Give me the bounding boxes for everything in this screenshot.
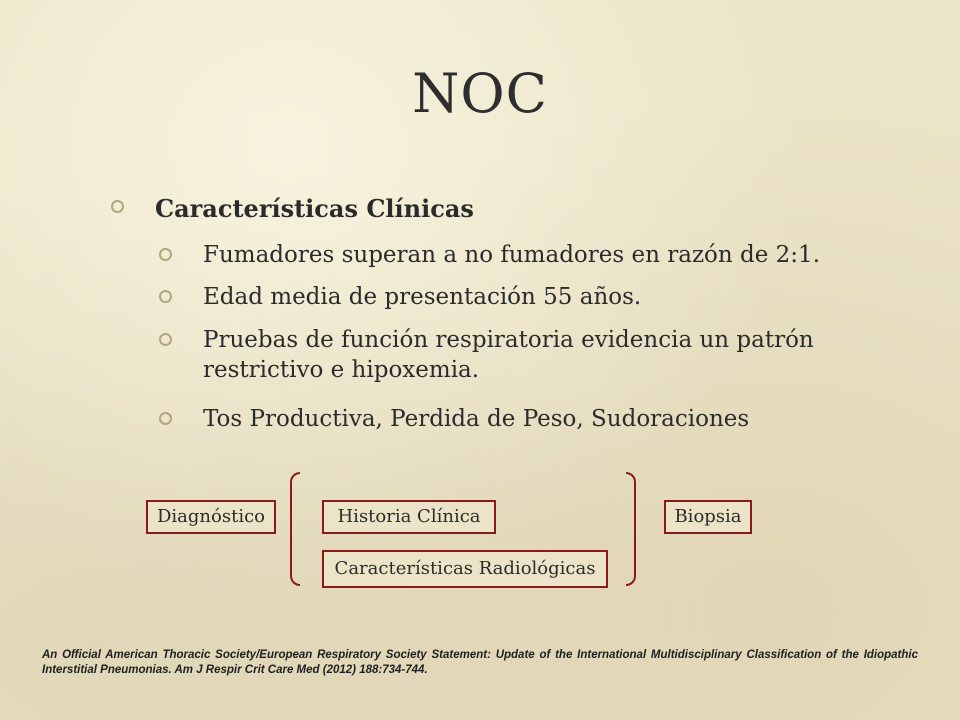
bullet-dot-icon: [159, 290, 172, 303]
bullet-item: Pruebas de función respiratoria evidencia un patrón restrictivo e hipoxemia.: [203, 327, 814, 383]
bullet-dot-icon: [159, 248, 172, 261]
biopsia-box: Biopsia: [664, 500, 752, 534]
right-bracket-tick: [634, 526, 636, 534]
bullet-item: Edad media de presentación 55 años.: [203, 284, 642, 310]
bullet-dot-icon: [111, 200, 124, 213]
bullet-heading: Características Clínicas: [155, 194, 474, 223]
bullet-item: Fumadores superan a no fumadores en razón de 2:1.: [203, 242, 821, 268]
left-bracket-tick: [290, 526, 292, 534]
bullet-item: Tos Productiva, Perdida de Peso, Sudoraciones: [203, 406, 750, 432]
citation-text: An Official American Thoracic Society/European Respiratory Society Statement: Update of the International Multidisciplinary Classification of the Idiopathic Interstitial Pneumonias. Am J Respir Crit Care Med (2012) 188:734-744.: [42, 649, 918, 676]
historia-clinica-box: Historia Clínica: [322, 500, 496, 534]
slide-title: NOC: [412, 62, 548, 125]
diagnostico-box: Diagnóstico: [146, 500, 276, 534]
bullet-dot-icon: [159, 412, 172, 425]
caracteristicas-radiologicas-box: Características Radiológicas: [322, 550, 608, 588]
bullet-dot-icon: [159, 333, 172, 346]
